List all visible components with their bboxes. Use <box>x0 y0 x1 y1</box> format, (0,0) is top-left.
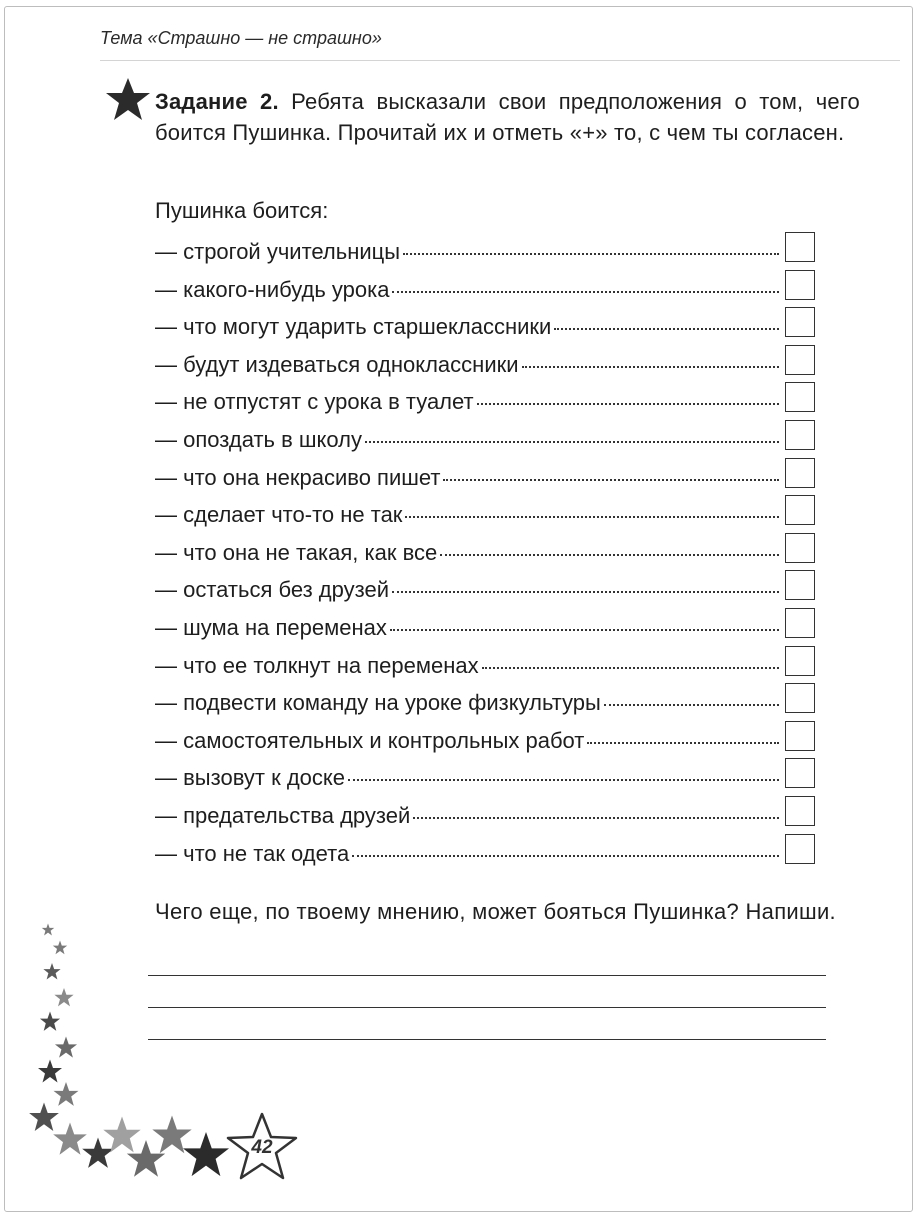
list-item <box>155 351 815 385</box>
list-item <box>155 727 815 761</box>
answer-checkbox[interactable] <box>785 570 815 600</box>
star-icon <box>152 1116 191 1154</box>
list-heading: Пушинка боится: <box>155 198 329 223</box>
answer-checkbox[interactable] <box>785 796 815 826</box>
list-item-label: — опоздать в школу <box>155 427 363 452</box>
list-item-text <box>155 313 781 341</box>
star-icon <box>54 1082 79 1106</box>
answer-checkbox[interactable] <box>785 420 815 450</box>
star-icon <box>103 1117 140 1153</box>
answer-checkbox[interactable] <box>785 721 815 751</box>
dot-leader <box>477 403 779 405</box>
answer-checkbox[interactable] <box>785 533 815 563</box>
dot-leader <box>403 253 779 255</box>
list-item <box>155 652 815 686</box>
star-icon <box>82 1138 114 1168</box>
list-item-label: — предательства друзей <box>155 803 411 828</box>
list-item-text <box>155 238 781 266</box>
star-icon <box>38 1060 62 1083</box>
list-item-text <box>155 614 781 642</box>
answer-checkbox[interactable] <box>785 382 815 412</box>
answer-checkbox[interactable] <box>785 834 815 864</box>
list-item-label: — что не так одета <box>155 840 350 866</box>
answer-checkbox[interactable] <box>785 458 815 488</box>
list-item-label: — что могут ударить старшеклассники <box>155 314 552 340</box>
list-item-label: — что ее толкнут на переменах <box>155 652 479 678</box>
list-item <box>155 238 815 272</box>
list-item <box>155 614 815 648</box>
list-item-label: — будут издеваться одноклассники <box>155 351 519 377</box>
dot-leader <box>348 779 779 781</box>
list-item <box>155 576 815 610</box>
dot-leader <box>587 742 779 744</box>
answer-checkbox[interactable] <box>785 232 815 262</box>
task-body: Ребята высказали свои предположения о том, чего боится Пушинка. Прочитай их и отметь «+» то, с чем ты согласен. <box>155 89 860 145</box>
task-instructions <box>115 86 860 148</box>
star-icon <box>40 1012 60 1031</box>
answer-checkbox[interactable] <box>785 345 815 375</box>
star-icon <box>53 1123 87 1155</box>
list-item <box>155 464 815 498</box>
list-item <box>155 426 815 460</box>
list-item-text <box>155 351 781 379</box>
list-item <box>155 764 815 798</box>
dot-leader <box>365 441 779 443</box>
star-icon <box>54 988 73 1006</box>
dot-leader <box>604 704 779 706</box>
answer-checkbox[interactable] <box>785 758 815 788</box>
list-item-label: — не отпустят с урока в туалет <box>155 389 474 415</box>
star-icon <box>43 963 60 980</box>
list-item-label: — какого-нибудь урока <box>155 276 390 302</box>
list-item-label: — строгой учительницы <box>155 239 401 264</box>
dot-leader <box>443 479 779 481</box>
list-item-label: — вызовут к доске <box>155 765 345 791</box>
question-text: Чего еще, по твоему мнению, может бояться Пушинка? Напиши. <box>155 899 836 924</box>
dot-leader <box>522 366 779 368</box>
list-item-label: — сделает что-то не так <box>155 502 403 528</box>
dot-leader <box>392 591 779 593</box>
dot-leader <box>440 554 779 556</box>
list-item <box>155 689 815 723</box>
dot-leader <box>405 516 779 518</box>
list-item-label: — остаться без друзей <box>155 577 389 603</box>
answer-checkbox[interactable] <box>785 307 815 337</box>
star-icon <box>55 1037 77 1058</box>
list-item <box>155 802 815 836</box>
list-item-text <box>155 276 781 304</box>
list-item-text <box>155 840 781 868</box>
list-item-text <box>155 501 781 529</box>
star-icon <box>127 1140 165 1177</box>
task-title: Задание 2. <box>155 89 279 114</box>
star-icon <box>29 1103 59 1132</box>
answer-checkbox[interactable] <box>785 608 815 638</box>
list-item <box>155 388 815 422</box>
list-item-label: — самостоятельных и контрольных работ <box>155 727 585 753</box>
list-item-text <box>155 539 781 567</box>
answer-checkbox[interactable] <box>785 646 815 676</box>
dot-leader <box>390 629 779 631</box>
list-item <box>155 313 815 347</box>
star-icon <box>42 924 54 936</box>
list-item-label: — шума на переменах <box>155 615 387 640</box>
list-item <box>155 276 815 310</box>
list-item-text <box>155 764 781 792</box>
list-item-text <box>155 464 781 492</box>
answer-checkbox[interactable] <box>785 495 815 525</box>
header-divider <box>100 60 900 61</box>
list-item <box>155 840 815 874</box>
list-item-text <box>155 388 781 416</box>
answer-checkbox[interactable] <box>785 270 815 300</box>
topic-header: Тема «Страшно — не страшно» <box>100 28 382 48</box>
list-item-text <box>155 727 781 755</box>
list-item-text <box>155 576 781 604</box>
list-item-text <box>155 426 781 454</box>
dot-leader <box>482 667 779 669</box>
list-item-label: — подвести команду на уроке физкультуры <box>155 690 601 716</box>
list-item-text <box>155 802 781 830</box>
list-item <box>155 501 815 535</box>
list-item-label: — что она некрасиво пишет <box>155 464 441 490</box>
page-number: 42 <box>251 1137 273 1158</box>
dot-leader <box>392 291 779 293</box>
list-item-text <box>155 652 781 680</box>
list-item-text <box>155 689 781 717</box>
list-item-label: — что она не такая, как все <box>155 539 438 565</box>
star-icon <box>53 941 67 955</box>
dot-leader <box>554 328 779 330</box>
list-item <box>155 539 815 573</box>
dot-leader <box>413 817 779 819</box>
answer-checkbox[interactable] <box>785 683 815 713</box>
dot-leader <box>352 855 779 857</box>
